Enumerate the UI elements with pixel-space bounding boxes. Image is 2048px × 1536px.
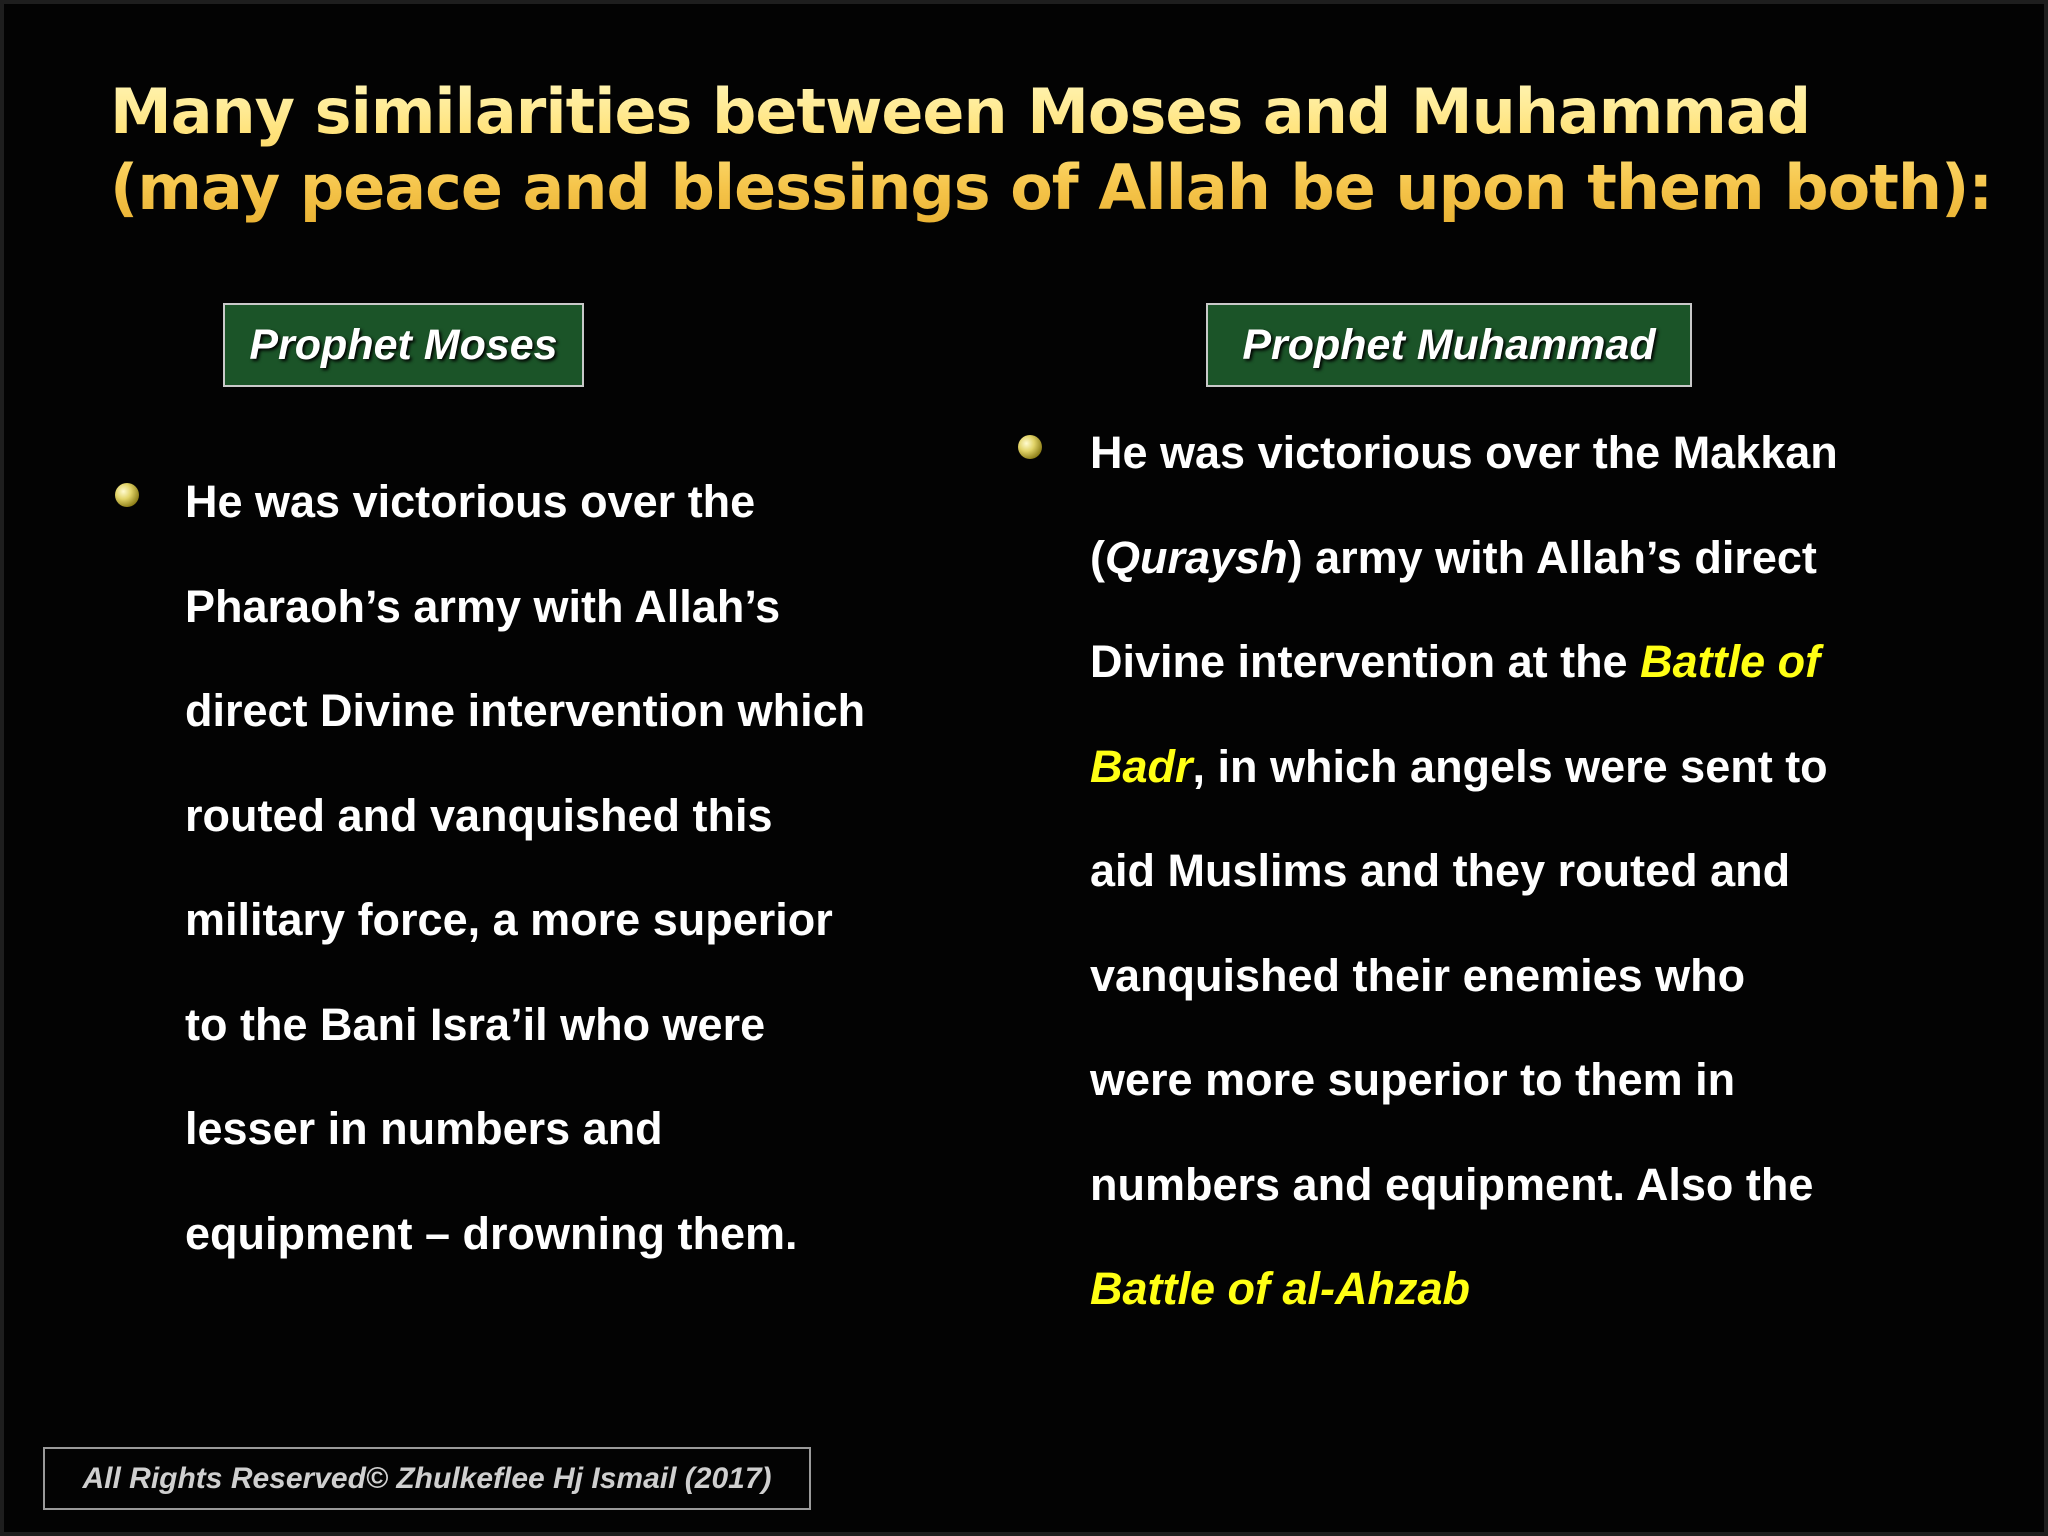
column-header-muhammad: Prophet Muhammad xyxy=(1206,303,1692,387)
moses-line: military force, a more superior xyxy=(185,894,833,945)
muhammad-line: He was victorious over the Makkan xyxy=(1090,427,1838,478)
slide-title-line-1: Many similarities between Moses and Muhammad xyxy=(110,75,1811,148)
line-text: ) army with Allah’s direct xyxy=(1287,531,1817,583)
line-text: Divine intervention at the xyxy=(1090,636,1641,687)
muhammad-line: vanquished their enemies who xyxy=(1090,949,1746,1001)
muhammad-line xyxy=(1090,610,1838,715)
moses-paragraph xyxy=(185,450,865,1286)
bullet-icon xyxy=(115,483,139,507)
battle-of-badr-highlight: Battle of xyxy=(1640,636,1821,687)
muhammad-line xyxy=(1090,715,1838,820)
moses-line: He was victorious over the xyxy=(185,476,756,527)
slide-title-line-2: (may peace and blessings of Allah be upon them both): xyxy=(110,151,1993,224)
muhammad-line: aid Muslims and they routed and xyxy=(1090,845,1791,896)
battle-of-badr-highlight: Badr xyxy=(1090,740,1193,792)
bullet-icon xyxy=(1018,435,1042,459)
slide-title xyxy=(110,74,1992,226)
battle-of-al-ahzab-highlight: Battle of al-Ahzab xyxy=(1090,1263,1471,1314)
moses-line: equipment – drowning them. xyxy=(185,1207,798,1259)
moses-line: direct Divine intervention which xyxy=(185,685,866,736)
column-header-moses: Prophet Moses xyxy=(223,303,584,387)
muhammad-line xyxy=(1090,506,1838,611)
quraysh-term: Quraysh xyxy=(1105,531,1288,583)
line-text: , in which angels were sent to xyxy=(1192,740,1828,792)
moses-line: Pharaoh’s army with Allah’s xyxy=(185,580,781,632)
muhammad-paragraph xyxy=(1090,401,1838,1342)
moses-line: lesser in numbers and xyxy=(185,1103,663,1154)
muhammad-line: were more superior to them in xyxy=(1090,1054,1736,1105)
moses-line: to the Bani Isra’il who were xyxy=(185,998,766,1050)
muhammad-line: numbers and equipment. Also the xyxy=(1090,1158,1814,1210)
moses-line: routed and vanquished this xyxy=(185,789,773,841)
copyright-notice: All Rights Reserved© Zhulkeflee Hj Ismail (2017) xyxy=(43,1447,811,1510)
paren-open: ( xyxy=(1090,531,1105,583)
